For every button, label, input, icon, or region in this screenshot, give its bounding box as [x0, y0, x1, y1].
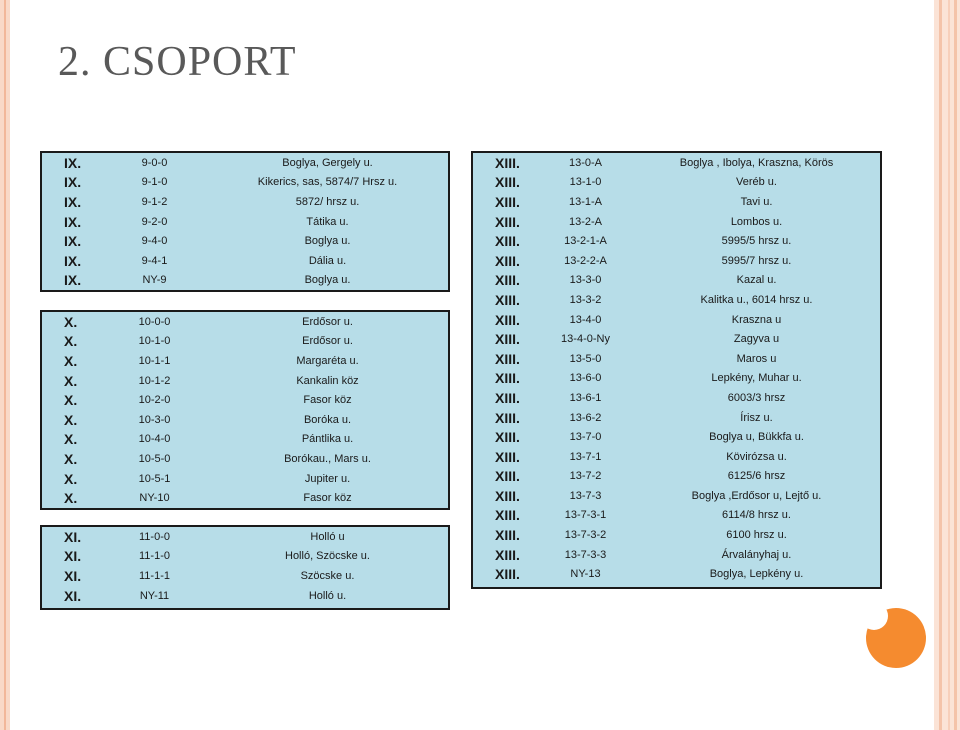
table-row	[473, 564, 880, 584]
table-row	[473, 408, 880, 428]
street-cell: Boglya , Ibolya, Kraszna, Körös	[679, 156, 834, 169]
street-cell: Holló u.	[308, 589, 347, 602]
code-cell: 13-1-A	[568, 195, 603, 208]
district-cell: XIII.	[495, 527, 520, 544]
district-cell: XIII.	[495, 331, 520, 348]
code-cell: 10-2-0	[138, 394, 171, 407]
table-row	[473, 192, 880, 212]
street-cell: Pántlika u.	[301, 433, 354, 446]
table-row	[42, 547, 448, 567]
table-row	[42, 449, 448, 469]
code-cell: 10-1-2	[138, 374, 171, 387]
district-cell: IX.	[64, 154, 82, 171]
decorative-orange-circle	[866, 608, 926, 668]
table-row	[42, 430, 448, 450]
district-cell: XIII.	[495, 252, 520, 269]
district-cell: X.	[64, 352, 78, 369]
table-row	[473, 271, 880, 291]
table-row	[42, 586, 448, 606]
street-cell: Fasor köz	[303, 394, 352, 407]
street-cell: Kankalin köz	[296, 374, 359, 387]
table-row	[473, 467, 880, 487]
district-cell: IX.	[64, 252, 82, 269]
code-cell: 13-4-0-Ny	[561, 333, 610, 346]
table-row	[42, 312, 448, 332]
street-cell: 5872/ hrsz u.	[295, 195, 360, 208]
code-cell: NY-11	[139, 589, 170, 602]
code-cell: 10-5-1	[138, 472, 171, 485]
code-cell: 9-1-2	[141, 195, 168, 208]
code-cell: 11-1-0	[139, 550, 170, 563]
code-cell: 11-0-0	[139, 530, 170, 543]
code-cell: 13-3-2	[569, 293, 602, 306]
district-cell: XIII.	[495, 487, 520, 504]
table-row	[42, 271, 448, 291]
table-row	[473, 290, 880, 310]
district-cell: X.	[64, 372, 78, 389]
street-cell: Tavi u.	[740, 195, 773, 208]
code-cell: 10-1-1	[138, 354, 171, 367]
code-cell: 13-7-0	[569, 431, 602, 444]
street-cell: Kalitka u., 6014 hrsz u.	[700, 293, 813, 306]
district-cell: XI.	[64, 587, 82, 604]
code-cell: 13-2-2-A	[564, 254, 607, 267]
district-cell: X.	[64, 450, 78, 467]
district-cell: X.	[64, 392, 78, 409]
street-cell: Veréb u.	[736, 176, 777, 189]
table-row	[473, 486, 880, 506]
street-cell: Holló, Szöcske u.	[285, 550, 370, 563]
district-cell: IX.	[64, 233, 82, 250]
district-cell: XIII.	[495, 213, 520, 230]
code-cell: 13-6-2	[569, 411, 602, 424]
street-cell: Tátika u.	[306, 215, 349, 228]
street-cell: Zagyva u	[733, 333, 780, 346]
table-row	[473, 447, 880, 467]
code-cell: 10-3-0	[138, 413, 171, 426]
district-cell: XIII.	[495, 507, 520, 524]
street-cell: 6114/8 hrsz u.	[722, 509, 791, 522]
district-cell: IX.	[64, 174, 82, 191]
table-row	[42, 390, 448, 410]
code-cell: NY-13	[570, 568, 601, 581]
table-row	[473, 506, 880, 526]
code-cell: 13-7-3	[569, 489, 602, 502]
table-row	[473, 310, 880, 330]
code-cell: 9-2-0	[141, 215, 168, 228]
street-cell: Erdősor u.	[302, 335, 353, 348]
district-cell: X.	[64, 313, 78, 330]
district-cell: IX.	[64, 213, 82, 230]
table-row	[42, 371, 448, 391]
table-row	[473, 173, 880, 193]
street-cell: Boglya u.	[304, 235, 351, 248]
table-row	[42, 351, 448, 371]
code-cell: 10-1-0	[138, 335, 171, 348]
district-cell: XIII.	[495, 233, 520, 250]
table-district-ix	[40, 151, 450, 292]
street-cell: Boglya ,Erdősor u, Lejtő u.	[691, 489, 822, 502]
district-cell: XIII.	[495, 409, 520, 426]
district-cell: XIII.	[495, 370, 520, 387]
table-row	[42, 332, 448, 352]
code-cell: 13-4-0	[569, 313, 602, 326]
street-cell: Boróka u.	[303, 413, 352, 426]
street-cell: Lombos u.	[730, 215, 783, 228]
district-cell: IX.	[64, 272, 82, 289]
table-row	[473, 427, 880, 447]
street-cell: Boglya, Lepkény u.	[709, 568, 804, 581]
table-row	[42, 153, 448, 173]
code-cell: 9-4-1	[141, 254, 168, 267]
district-cell: IX.	[64, 193, 82, 210]
code-cell: NY-9	[142, 274, 167, 287]
table-row	[473, 525, 880, 545]
district-cell: XIII.	[495, 174, 520, 191]
street-cell: 6100 hrsz u.	[726, 529, 787, 542]
table-row	[42, 251, 448, 271]
street-cell: 6003/3 hrsz	[727, 391, 786, 404]
table-row	[473, 153, 880, 173]
district-cell: XI.	[64, 567, 82, 584]
district-cell: X.	[64, 333, 78, 350]
table-row	[473, 349, 880, 369]
street-cell: Kraszna u	[731, 313, 782, 326]
code-cell: 9-0-0	[141, 156, 168, 169]
code-cell: 13-0-A	[568, 156, 603, 169]
table-row	[473, 388, 880, 408]
district-cell: XIII.	[495, 350, 520, 367]
code-cell: 13-7-3-2	[564, 529, 607, 542]
district-cell: X.	[64, 470, 78, 487]
table-row	[473, 545, 880, 565]
street-cell: Boglya u.	[304, 274, 351, 287]
slide-right-border	[934, 0, 960, 730]
slide-title: 2. CSOPORT	[58, 39, 297, 85]
district-cell: XIII.	[495, 566, 520, 583]
street-cell: Árvalányhaj u.	[721, 548, 792, 561]
table-row	[42, 212, 448, 232]
code-cell: 13-6-0	[569, 372, 602, 385]
code-cell: 10-5-0	[138, 452, 171, 465]
district-cell: X.	[64, 411, 78, 428]
table-row	[473, 329, 880, 349]
district-cell: XIII.	[495, 429, 520, 446]
table-row	[473, 251, 880, 271]
table-row	[42, 173, 448, 193]
code-cell: 13-7-3-3	[564, 548, 607, 561]
district-cell: XIII.	[495, 311, 520, 328]
code-cell: 13-7-1	[569, 450, 602, 463]
street-cell: Dália u.	[308, 254, 347, 267]
table-district-xi	[40, 525, 450, 610]
street-cell: Írisz u.	[740, 411, 773, 424]
district-cell: XI.	[64, 548, 82, 565]
street-cell: Boglya u, Bükkfa u.	[709, 431, 804, 444]
code-cell: 13-1-0	[569, 176, 602, 189]
table-row	[473, 369, 880, 389]
code-cell: 13-5-0	[569, 352, 602, 365]
table-district-x	[40, 310, 450, 510]
code-cell: 13-2-1-A	[564, 235, 607, 248]
table-row	[473, 212, 880, 232]
code-cell: 11-1-1	[139, 569, 170, 582]
table-row	[42, 527, 448, 547]
street-cell: Lepkény, Muhar u.	[711, 372, 802, 385]
district-cell: XI.	[64, 528, 82, 545]
code-cell: 13-2-A	[568, 215, 603, 228]
code-cell: 10-0-0	[138, 315, 171, 328]
district-cell: XIII.	[495, 389, 520, 406]
street-cell: 5995/7 hrsz u.	[721, 254, 792, 267]
table-row	[42, 192, 448, 212]
code-cell: NY-10	[139, 492, 170, 505]
code-cell: 13-6-1	[569, 391, 602, 404]
district-cell: XIII.	[495, 193, 520, 210]
table-row	[42, 566, 448, 586]
district-cell: X.	[64, 490, 78, 507]
code-cell: 10-4-0	[138, 433, 171, 446]
street-cell: 5995/5 hrsz u.	[721, 235, 792, 248]
district-cell: XIII.	[495, 546, 520, 563]
code-cell: 13-3-0	[569, 274, 602, 287]
district-cell: XIII.	[495, 468, 520, 485]
district-cell: XIII.	[495, 291, 520, 308]
street-cell: Fasor köz	[303, 492, 352, 505]
street-cell: 6125/6 hrsz	[727, 470, 786, 483]
table-row	[42, 231, 448, 251]
district-cell: X.	[64, 431, 78, 448]
street-cell: Borókau., Mars u.	[284, 452, 371, 465]
street-cell: Kövirózsa u.	[726, 450, 787, 463]
street-cell: Erdősor u.	[302, 315, 353, 328]
district-cell: XIII.	[495, 154, 520, 171]
slide-left-border	[0, 0, 10, 730]
table-row	[42, 488, 448, 508]
code-cell: 13-7-3-1	[564, 509, 607, 522]
code-cell: 9-1-0	[141, 176, 168, 189]
street-cell: Maros u	[736, 352, 777, 365]
table-row	[42, 410, 448, 430]
street-cell: Boglya, Gergely u.	[282, 156, 373, 169]
street-cell: Szöcske u.	[300, 569, 355, 582]
district-cell: XIII.	[495, 272, 520, 289]
street-cell: Kikerics, sas, 5874/7 Hrsz u.	[257, 176, 398, 189]
code-cell: 13-7-2	[569, 470, 602, 483]
street-cell: Kazal u.	[736, 274, 777, 287]
table-row	[473, 231, 880, 251]
street-cell: Jupiter u.	[304, 472, 351, 485]
table-district-xiii	[471, 151, 882, 589]
table-row	[42, 469, 448, 489]
street-cell: Margaréta u.	[296, 354, 359, 367]
district-cell: XIII.	[495, 448, 520, 465]
code-cell: 9-4-0	[141, 235, 168, 248]
street-cell: Holló u	[310, 530, 345, 543]
